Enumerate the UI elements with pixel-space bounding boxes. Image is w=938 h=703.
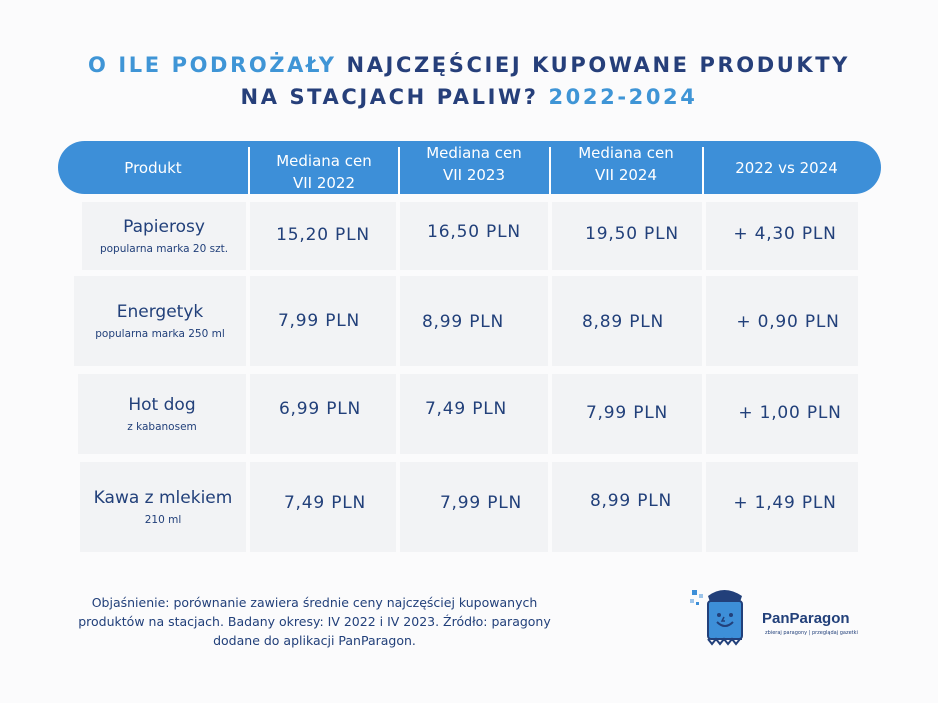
price-value: + 1,49 PLN (733, 493, 837, 513)
product-name: Kawa z mlekiem (93, 488, 233, 508)
product-name: Hot dog (128, 395, 196, 415)
table-cell-2024 (552, 202, 702, 270)
product-name: Papierosy (123, 217, 205, 237)
header-2024 (551, 137, 701, 190)
header-diff (704, 141, 869, 194)
table-cell-2022 (250, 374, 396, 454)
header-2023-line1: Mediana cen (426, 143, 522, 162)
table-cell-2024 (552, 462, 702, 552)
table-row-product (74, 276, 246, 366)
price-value: 7,49 PLN (283, 493, 367, 513)
header-2022-line1: Mediana cen (276, 151, 372, 170)
header-2024-line2: VII 2024 (594, 165, 658, 184)
price-value: 7,99 PLN (277, 311, 361, 331)
title-highlight-light: O ILE PODROŻAŁY (88, 53, 347, 77)
table-cell-diff (706, 202, 858, 270)
price-value: 19,50 PLN (585, 224, 679, 244)
header-2024-line1: Mediana cen (578, 143, 674, 162)
panparagon-mascot-icon (688, 588, 760, 650)
table-cell-diff (706, 276, 858, 366)
footnote-line: dodane do aplikacji PanParagon. (213, 633, 416, 648)
title-question: NA STACJACH PALIW? (240, 85, 549, 109)
page-title-line-1 (0, 53, 938, 77)
table-cell-2022 (250, 276, 396, 366)
logo-tagline: zbieraj paragony | przeglądaj gazetki (765, 630, 858, 636)
table-row-product (78, 374, 246, 454)
table-cell-2023 (400, 202, 548, 270)
table-row-product (80, 462, 246, 552)
table-header (58, 141, 881, 194)
price-value: + 4,30 PLN (733, 224, 837, 244)
price-value: 8,99 PLN (421, 312, 505, 332)
title-years: 2022-2024 (548, 85, 698, 109)
title-highlight-dark: NAJCZĘŚCIEJ KUPOWANE PRODUKTY (346, 53, 850, 77)
price-value: 7,99 PLN (439, 493, 523, 513)
table-cell-diff (706, 462, 858, 552)
price-value: 15,20 PLN (276, 225, 370, 245)
header-produkt (58, 141, 248, 194)
footnote-line: produktów na stacjach. Badany okresy: IV 2022 i IV 2023. Źródło: paragony (78, 614, 551, 629)
footnote-line: Objaśnienie: porównanie zawiera średnie ceny najczęściej kupowanych (91, 595, 538, 610)
price-value: 8,89 PLN (581, 312, 665, 332)
table-cell-diff (706, 374, 858, 454)
price-value: 6,99 PLN (278, 399, 362, 419)
header-2022 (250, 145, 398, 198)
product-subtitle: popularna marka 250 ml (95, 328, 225, 340)
table-row-product (82, 202, 246, 270)
header-produkt-label: Produkt (124, 158, 182, 177)
product-subtitle: popularna marka 20 szt. (99, 243, 229, 255)
product-subtitle: z kabanosem (127, 421, 197, 433)
header-2023-line2: VII 2023 (442, 165, 506, 184)
header-2023 (400, 137, 548, 190)
price-value: 7,99 PLN (585, 403, 669, 423)
page-title-line-2 (0, 85, 938, 109)
table-cell-2022 (250, 202, 396, 270)
header-2022-line2: VII 2022 (292, 173, 356, 192)
price-value: + 0,90 PLN (736, 312, 840, 332)
price-value: + 1,00 PLN (738, 403, 842, 423)
footnote (62, 593, 567, 650)
table-cell-2024 (552, 276, 702, 366)
price-value: 8,99 PLN (589, 491, 673, 511)
header-diff-label: 2022 vs 2024 (735, 158, 838, 177)
table-cell-2024 (552, 374, 702, 454)
logo-brand: PanParagon (762, 610, 850, 627)
price-value: 7,49 PLN (424, 399, 508, 419)
product-name: Energetyk (116, 302, 204, 322)
table-cell-2023 (400, 374, 548, 454)
price-value: 16,50 PLN (427, 222, 521, 242)
product-subtitle: 210 ml (144, 514, 182, 526)
table-cell-2023 (400, 462, 548, 552)
table-cell-2022 (250, 462, 396, 552)
table-cell-2023 (400, 276, 548, 366)
